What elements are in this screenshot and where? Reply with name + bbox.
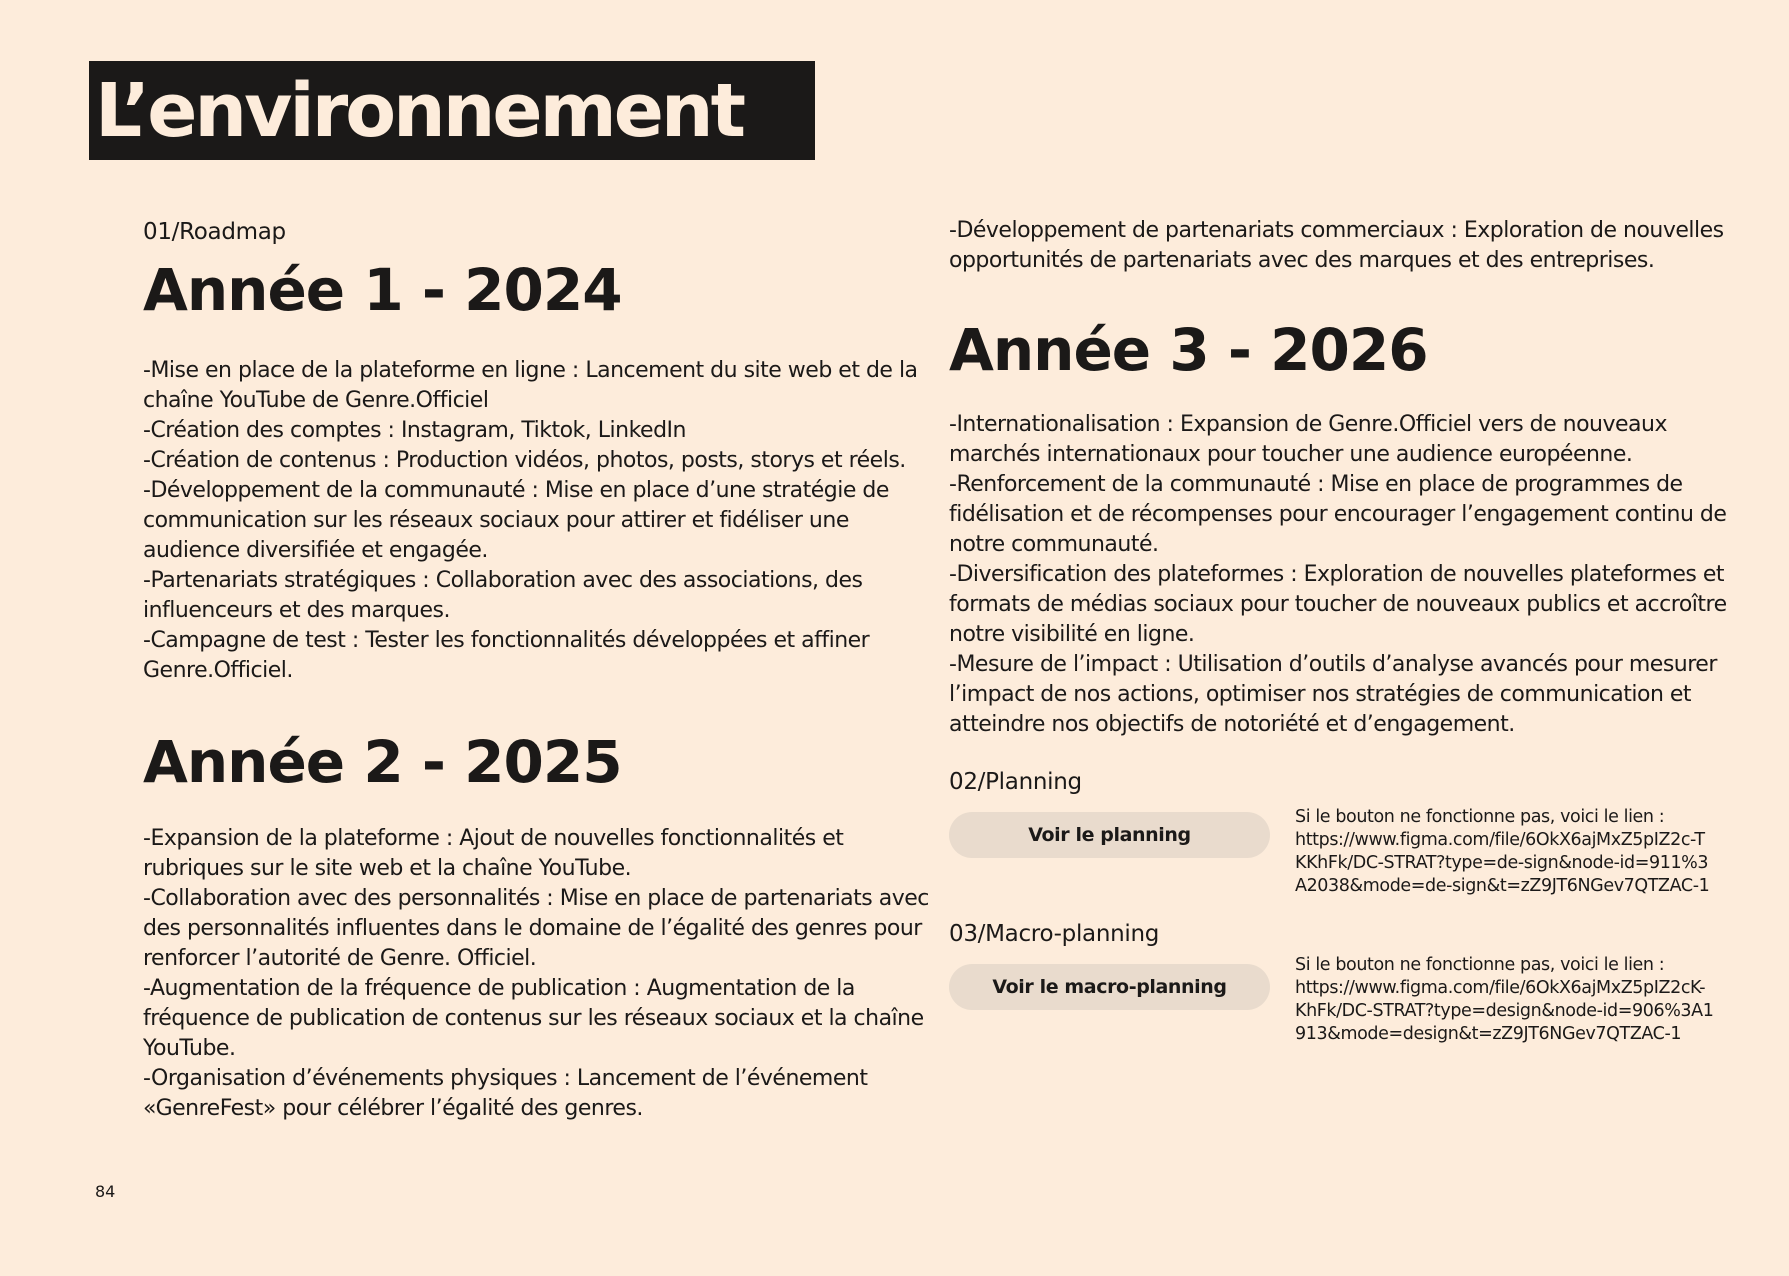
year-2-item: -Développement de partenariats commerciaux : Exploration de nouvelles opportunités de partenariats avec des marques et des entreprises. [949, 218, 1724, 273]
year-2-item: -Organisation d’événements physiques : Lancement de l’événement «GenreFest» pour célébrer l’égalité des genres. [143, 1066, 868, 1121]
year-1-item: -Développement de la communauté : Mise en place d’une stratégie de communication sur les réseaux sociaux pour attirer et fidéliser une audience diversifiée et engagée. [143, 478, 889, 563]
roadmap-section-label: 01/Roadmap [143, 219, 286, 245]
macro-planning-fallback-text: Si le bouton ne fonctionne pas, voici le lien : [1295, 955, 1665, 975]
macro-planning-link-note [1295, 954, 1715, 1046]
year-2-list [143, 824, 933, 1124]
year-2-item: -Expansion de la plateforme : Ajout de nouvelles fonctionnalités et rubriques sur le site web et la chaîne YouTube. [143, 826, 844, 881]
year-3-item: -Diversification des plateformes : Exploration de nouvelles plateformes et formats de médias sociaux pour toucher de nouveaux publics et accroître notre visibilité en ligne. [949, 562, 1727, 647]
year-1-list [143, 356, 933, 686]
year-2-item: -Collaboration avec des personnalités : Mise en place de partenariats avec des personnalités influentes dans le domaine de l’égalité des genres pour renforcer l’autorité de Genre. Officiel. [143, 886, 929, 971]
year-2-item: -Augmentation de la fréquence de publication : Augmentation de la fréquence de publication de contenus sur les réseaux sociaux et la chaîne YouTube. [143, 976, 924, 1061]
page-number: 84 [95, 1182, 116, 1201]
year-3-item: -Mesure de l’impact : Utilisation d’outils d’analyse avancés pour mesurer l’impact de nos actions, optimiser nos stratégies de communication et atteindre nos objectifs de notoriété et d’engagement. [949, 652, 1717, 737]
macro-planning-url-link[interactable]: https://www.figma.com/file/6OkX6ajMxZ5pIZ2cK-KhFk/DC-STRAT?type=design&node-id=906%3A1913&mode=design&t=zZ9JT6NGev7QTZAC-1 [1295, 978, 1714, 1044]
year-1-item: -Mise en place de la plateforme en ligne : Lancement du site web et de la chaîne YouTube de Genre.Officiel [143, 358, 918, 413]
year-1-item: -Campagne de test : Tester les fonctionnalités développées et affiner Genre.Officiel. [143, 628, 870, 683]
right-column [949, 216, 1729, 1046]
planning-link-note [1295, 806, 1715, 898]
year-2-continued [949, 216, 1729, 276]
year-3-item: -Renforcement de la communauté : Mise en place de programmes de fidélisation et de récompenses pour encourager l’engagement continu de notre communauté. [949, 472, 1727, 557]
view-macro-planning-button[interactable]: Voir le macro-planning [949, 964, 1270, 1010]
left-column [143, 216, 933, 1124]
view-planning-button[interactable]: Voir le planning [949, 812, 1270, 858]
year-1-heading: Année 1 - 2024 [143, 256, 622, 324]
page-title-block [89, 61, 815, 160]
page-title: L’environnement [95, 67, 743, 154]
planning-url-link[interactable]: https://www.figma.com/file/6OkX6ajMxZ5pIZ2c-TKKhFk/DC-STRAT?type=de-sign&node-id=911%3A2038&mode=de-sign&t=zZ9JT6NGev7QTZAC-1 [1295, 830, 1710, 896]
macro-planning-section-label: 03/Macro-planning [949, 921, 1160, 947]
planning-row [949, 807, 1729, 898]
planning-section-label: 02/Planning [949, 769, 1082, 795]
year-1-item: -Création des comptes : Instagram, Tiktok, LinkedIn [143, 418, 686, 443]
macro-planning-row [949, 955, 1729, 1046]
year-1-item: -Partenariats stratégiques : Collaboration avec des associations, des influenceurs et des marques. [143, 568, 863, 623]
year-1-item: -Création de contenus : Production vidéos, photos, posts, storys et réels. [143, 448, 906, 473]
planning-fallback-text: Si le bouton ne fonctionne pas, voici le lien : [1295, 807, 1665, 827]
year-2-heading: Année 2 - 2025 [143, 728, 622, 796]
year-3-heading: Année 3 - 2026 [949, 316, 1428, 384]
year-3-list [949, 410, 1729, 740]
year-3-item: -Internationalisation : Expansion de Genre.Officiel vers de nouveaux marchés internationaux pour toucher une audience européenne. [949, 412, 1667, 467]
